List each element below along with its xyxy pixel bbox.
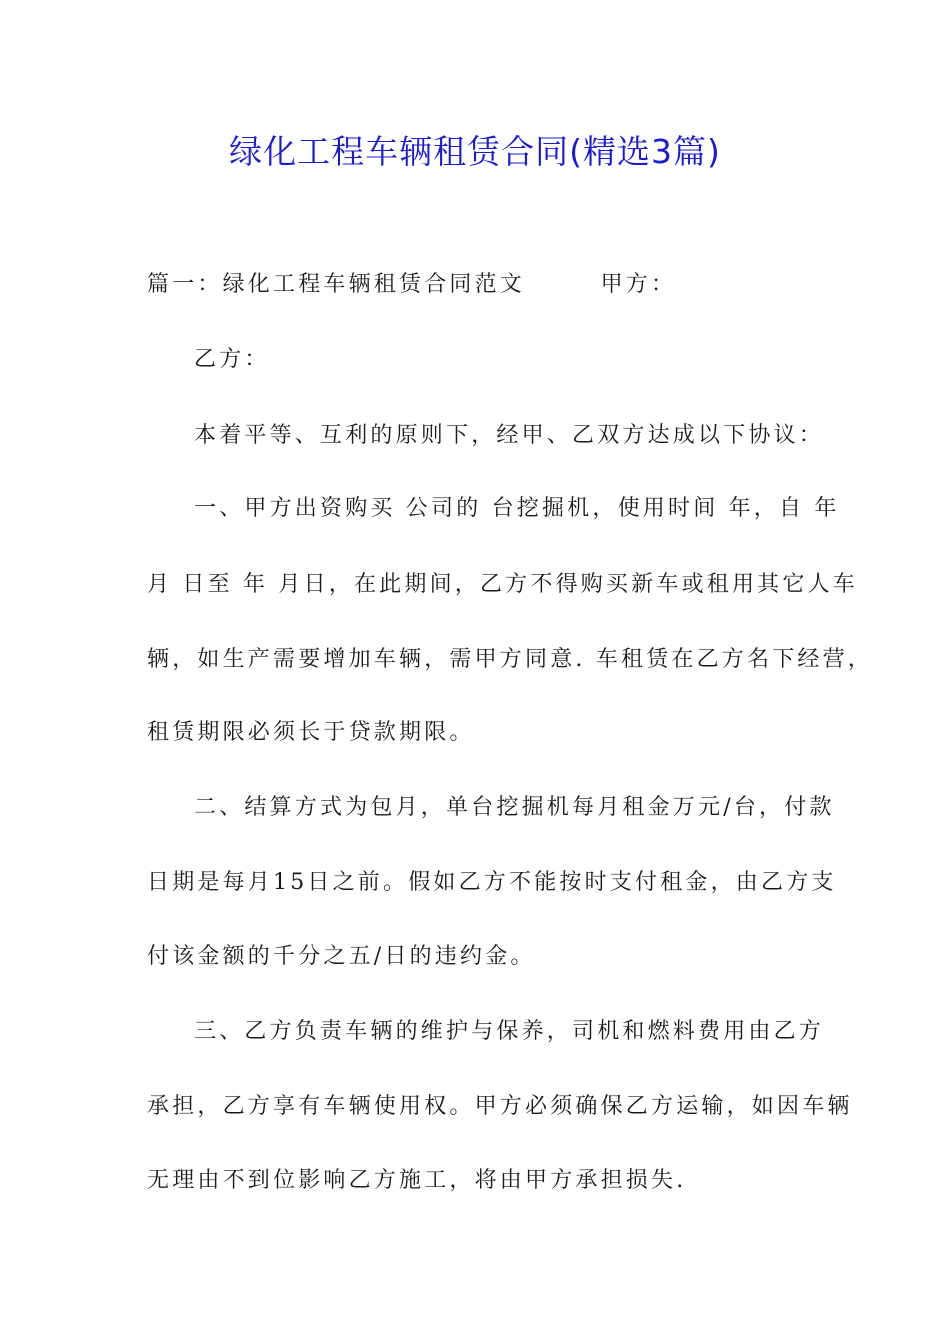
- section-heading-line: 篇一：绿化工程车辆租赁合同范文 甲方：: [147, 272, 677, 297]
- clause-1-line-3: 辆，如生产需要增加车辆，需甲方同意. 车租赁在乙方名下经营，: [147, 647, 873, 672]
- preamble-line: 本着平等、互利的原则下，经甲、乙双方达成以下协议：: [194, 423, 825, 448]
- clause-2-line-1: 二、结算方式为包月，单台挖掘机每月租金万元/台，付款: [194, 795, 835, 820]
- clause-1-line-4: 租赁期限必须长于贷款期限。: [147, 720, 475, 745]
- clause-2-line-3: 付该金额的千分之五/日的违约金。: [147, 944, 536, 969]
- clause-1-line-2: 月 日至 年 月日，在此期间，乙方不得购买新车或租用其它人车: [147, 572, 858, 597]
- clause-3-line-3: 无理由不到位影响乙方施工，将由甲方承担损失.: [147, 1168, 687, 1193]
- party-b-line: 乙方：: [194, 347, 270, 372]
- clause-3-line-2: 承担，乙方享有车辆使用权。甲方必须确保乙方运输，如因车辆: [147, 1094, 853, 1119]
- clause-1-line-1: 一、甲方出资购买 公司的 台挖掘机，使用时间 年，自 年: [194, 496, 840, 521]
- document-title: 绿化工程车辆租赁合同(精选3篇): [229, 132, 721, 171]
- clause-2-line-2: 日期是每月15日之前。假如乙方不能按时支付租金，由乙方支: [147, 870, 837, 895]
- clause-3-line-1: 三、乙方负责车辆的维护与保养，司机和燃料费用由乙方: [194, 1019, 825, 1044]
